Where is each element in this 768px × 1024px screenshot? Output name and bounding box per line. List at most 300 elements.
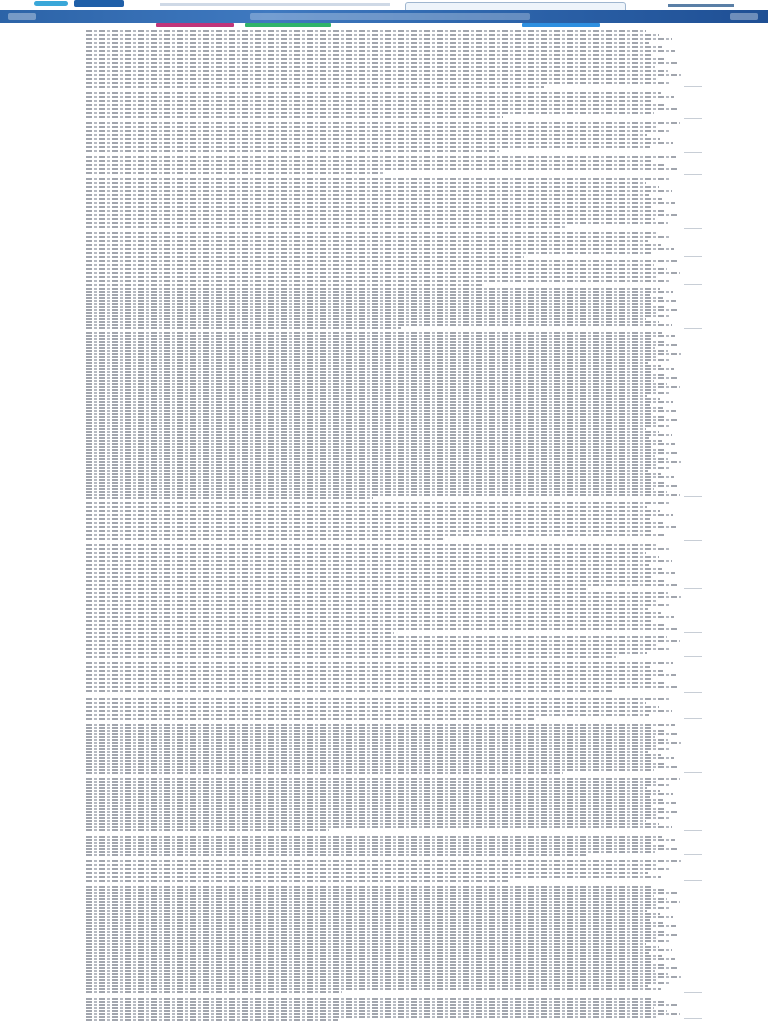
tab-green[interactable]	[245, 23, 331, 27]
text-line	[86, 38, 672, 40]
text-line	[86, 748, 671, 750]
text-line	[86, 808, 666, 810]
text-line	[86, 116, 503, 118]
text-line	[86, 288, 660, 290]
text-line	[86, 727, 652, 729]
text-line	[86, 368, 674, 370]
text-line	[86, 979, 658, 981]
text-line	[86, 718, 534, 720]
text-line	[86, 198, 662, 200]
text-line	[86, 584, 678, 586]
text-line	[86, 620, 651, 622]
text-line	[86, 817, 669, 819]
text-line	[86, 422, 656, 424]
text-line	[86, 218, 655, 220]
text-line	[86, 419, 679, 421]
text-line	[86, 280, 670, 282]
margin-mark	[684, 284, 702, 285]
text-line	[86, 467, 671, 469]
text-line	[86, 34, 659, 36]
text-line	[86, 682, 666, 684]
text-line	[86, 506, 647, 508]
text-line	[86, 820, 646, 822]
text-line	[86, 733, 678, 735]
text-line	[86, 690, 612, 692]
margin-mark	[684, 880, 702, 881]
text-line	[86, 306, 666, 308]
text-line	[86, 730, 665, 732]
text-line	[86, 934, 679, 936]
text-line	[86, 604, 671, 606]
text-line	[86, 300, 676, 302]
text-line	[86, 284, 483, 286]
text-line	[86, 860, 681, 862]
text-line	[86, 1010, 667, 1012]
text-line	[86, 982, 671, 984]
text-line	[86, 488, 654, 490]
text-line	[86, 54, 652, 56]
text-line	[86, 341, 665, 343]
margin-notes	[684, 30, 708, 1020]
text-line	[86, 548, 669, 550]
text-line	[86, 534, 666, 536]
menu-icon[interactable]	[730, 13, 758, 20]
text-line	[86, 922, 663, 924]
text-line	[86, 898, 667, 900]
text-line	[86, 811, 679, 813]
text-line	[86, 256, 524, 258]
text-line	[86, 359, 671, 361]
text-line	[86, 781, 657, 783]
text-line	[86, 82, 671, 84]
text-line	[86, 580, 665, 582]
text-line	[86, 122, 680, 124]
text-line	[86, 910, 647, 912]
text-line	[86, 608, 648, 610]
text-line	[86, 628, 677, 630]
text-line	[86, 240, 648, 242]
text-line	[86, 952, 649, 954]
text-line	[86, 919, 650, 921]
text-line	[86, 244, 661, 246]
text-line	[86, 365, 661, 367]
text-line	[86, 702, 646, 704]
text-line	[86, 1013, 680, 1015]
text-line	[86, 168, 679, 170]
text-line	[86, 588, 587, 590]
text-line	[86, 443, 675, 445]
text-line	[86, 1016, 657, 1018]
top-link[interactable]	[668, 4, 734, 7]
text-line	[86, 624, 664, 626]
text-line	[86, 648, 670, 650]
text-line	[86, 332, 662, 334]
text-line	[86, 644, 657, 646]
text-line	[86, 851, 655, 853]
tab-blue[interactable]	[522, 23, 600, 27]
text-line	[86, 156, 676, 158]
margin-mark	[684, 992, 702, 993]
text-line	[86, 344, 678, 346]
text-line	[86, 925, 676, 927]
text-line	[86, 134, 647, 136]
logo-mark	[34, 1, 68, 6]
text-line	[86, 949, 672, 951]
text-line	[86, 876, 661, 878]
text-line	[86, 398, 660, 400]
tab-bar	[0, 23, 768, 29]
margin-mark	[684, 692, 702, 693]
text-line	[86, 1001, 664, 1003]
text-line	[86, 518, 650, 520]
text-line	[86, 946, 659, 948]
text-line	[86, 560, 672, 562]
text-line	[86, 739, 668, 741]
text-line	[86, 112, 654, 114]
text-line	[86, 324, 672, 326]
text-line	[86, 252, 651, 254]
margin-mark	[684, 656, 702, 657]
margin-mark	[684, 830, 702, 831]
text-line	[86, 178, 669, 180]
text-line	[86, 276, 657, 278]
text-line	[86, 321, 659, 323]
text-line	[86, 556, 659, 558]
text-line	[86, 222, 668, 224]
text-line	[86, 130, 670, 132]
text-line	[86, 491, 667, 493]
margin-mark	[684, 174, 702, 175]
text-line	[86, 92, 661, 94]
text-line	[86, 353, 681, 355]
text-line	[86, 886, 651, 888]
text-line	[86, 793, 673, 795]
text-line	[86, 236, 671, 238]
text-line	[86, 461, 681, 463]
text-line	[86, 416, 666, 418]
text-line	[86, 350, 668, 352]
text-line	[86, 991, 342, 993]
text-line	[86, 955, 662, 957]
text-line	[86, 100, 651, 102]
text-line	[86, 538, 443, 540]
margin-mark	[684, 854, 702, 855]
text-line	[86, 449, 665, 451]
text-line	[86, 943, 646, 945]
text-line	[86, 552, 646, 554]
text-line	[86, 327, 401, 329]
text-line	[86, 916, 673, 918]
margin-mark	[684, 256, 702, 257]
text-line	[86, 214, 678, 216]
text-line	[86, 190, 672, 192]
text-line	[86, 632, 394, 634]
text-line	[86, 973, 668, 975]
text-line	[86, 446, 652, 448]
text-line	[86, 766, 677, 768]
tab-pink[interactable]	[156, 23, 234, 27]
text-line	[86, 202, 675, 204]
text-line	[86, 652, 647, 654]
text-line	[86, 386, 680, 388]
text-line	[86, 268, 667, 270]
text-line	[86, 839, 675, 841]
text-line	[86, 745, 658, 747]
text-line	[86, 338, 652, 340]
text-line	[86, 470, 648, 472]
text-line	[86, 425, 669, 427]
text-line	[86, 312, 656, 314]
text-line	[86, 74, 681, 76]
text-line	[86, 389, 657, 391]
text-line	[86, 636, 667, 638]
text-line	[86, 78, 658, 80]
text-line	[86, 434, 672, 436]
text-line	[86, 802, 676, 804]
text-line	[86, 967, 678, 969]
text-line	[86, 395, 647, 397]
text-line	[86, 164, 666, 166]
text-line	[86, 264, 654, 266]
text-line	[86, 437, 649, 439]
text-line	[86, 998, 651, 1000]
text-line	[86, 297, 663, 299]
text-line	[86, 895, 654, 897]
text-line	[86, 502, 670, 504]
text-line	[86, 616, 674, 618]
text-line	[86, 848, 678, 850]
text-line	[86, 787, 647, 789]
text-line	[86, 172, 384, 174]
text-line	[86, 452, 678, 454]
text-line	[86, 42, 649, 44]
text-line	[86, 769, 654, 771]
text-line	[86, 988, 661, 990]
margin-mark	[684, 228, 702, 229]
text-line	[86, 568, 662, 570]
text-line	[86, 458, 668, 460]
logo-wordmark	[74, 0, 124, 7]
text-line	[86, 889, 664, 891]
text-line	[86, 1004, 677, 1006]
text-line	[86, 751, 648, 753]
text-line	[86, 108, 677, 110]
text-line	[86, 315, 669, 317]
text-line	[86, 913, 660, 915]
text-line	[86, 476, 674, 478]
margin-mark	[684, 718, 702, 719]
margin-mark	[684, 540, 702, 541]
text-line	[86, 146, 650, 148]
text-line	[86, 210, 665, 212]
margin-mark	[684, 772, 702, 773]
text-line	[86, 410, 676, 412]
text-line	[86, 790, 660, 792]
text-line	[86, 829, 329, 831]
text-line	[86, 291, 673, 293]
text-line	[86, 377, 677, 379]
text-line	[86, 674, 676, 676]
text-line	[86, 868, 671, 870]
text-line	[86, 937, 656, 939]
text-line	[86, 522, 663, 524]
text-line	[86, 940, 669, 942]
text-line	[86, 440, 662, 442]
text-line	[86, 30, 646, 32]
text-line	[86, 413, 653, 415]
text-line	[86, 294, 650, 296]
text-line	[86, 666, 650, 668]
text-line	[86, 678, 653, 680]
text-line	[86, 976, 681, 978]
text-line	[86, 318, 646, 320]
text-line	[86, 763, 664, 765]
text-line	[86, 186, 659, 188]
text-line	[86, 742, 681, 744]
text-line	[86, 686, 679, 688]
text-line	[86, 347, 655, 349]
margin-mark	[684, 1018, 702, 1019]
text-line	[86, 380, 654, 382]
document-body	[86, 30, 682, 1020]
text-line	[86, 260, 677, 262]
text-line	[86, 656, 616, 658]
text-line	[86, 880, 510, 882]
text-line	[86, 58, 665, 60]
text-line	[86, 796, 650, 798]
margin-mark	[684, 328, 702, 329]
text-line	[86, 70, 668, 72]
text-line	[86, 799, 663, 801]
text-line	[86, 572, 675, 574]
margin-mark	[684, 86, 702, 87]
text-line	[86, 401, 673, 403]
text-line	[86, 50, 675, 52]
text-line	[86, 309, 679, 311]
text-line	[86, 464, 658, 466]
text-line	[86, 404, 650, 406]
site-logo[interactable]	[34, 0, 124, 8]
text-line	[86, 206, 652, 208]
header-banner	[0, 10, 768, 23]
text-line	[86, 964, 665, 966]
text-line	[86, 303, 653, 305]
text-line	[86, 232, 658, 234]
text-line	[86, 272, 680, 274]
text-line	[86, 510, 660, 512]
text-line	[86, 805, 653, 807]
text-line	[86, 392, 670, 394]
text-line	[86, 670, 663, 672]
text-line	[86, 736, 655, 738]
text-line	[86, 826, 672, 828]
text-line	[86, 182, 646, 184]
banner-title	[250, 13, 530, 20]
text-line	[86, 96, 674, 98]
text-line	[86, 845, 665, 847]
text-line	[86, 544, 656, 546]
text-line	[86, 383, 667, 385]
text-line	[86, 961, 652, 963]
text-line	[86, 371, 651, 373]
text-line	[86, 760, 651, 762]
text-line	[86, 1019, 338, 1021]
text-line	[86, 706, 659, 708]
text-line	[86, 814, 656, 816]
text-line	[86, 854, 588, 856]
text-line	[86, 428, 646, 430]
text-line	[86, 958, 675, 960]
text-line	[86, 892, 677, 894]
text-line	[86, 497, 373, 499]
text-line	[86, 226, 565, 228]
text-line	[86, 160, 653, 162]
text-line	[86, 754, 661, 756]
text-line	[86, 335, 675, 337]
text-line	[86, 836, 662, 838]
text-line	[86, 126, 657, 128]
text-line	[86, 473, 661, 475]
text-line	[86, 431, 659, 433]
text-line	[86, 150, 499, 152]
text-line	[86, 248, 674, 250]
text-line	[86, 482, 664, 484]
text-line	[86, 842, 652, 844]
text-line	[86, 564, 649, 566]
text-line	[86, 872, 648, 874]
text-line	[86, 662, 673, 664]
text-line	[86, 46, 662, 48]
text-line	[86, 62, 678, 64]
margin-mark	[684, 632, 702, 633]
text-line	[86, 757, 674, 759]
text-line	[86, 362, 648, 364]
text-line	[86, 142, 673, 144]
text-line	[86, 640, 680, 642]
text-line	[86, 530, 653, 532]
margin-mark	[684, 152, 702, 153]
text-line	[86, 714, 649, 716]
text-line	[86, 931, 666, 933]
text-line	[86, 864, 658, 866]
text-line	[86, 778, 680, 780]
text-line	[86, 407, 663, 409]
text-line	[86, 356, 658, 358]
text-line	[86, 494, 680, 496]
text-line	[86, 576, 652, 578]
text-line	[86, 710, 672, 712]
text-line	[86, 514, 673, 516]
text-line	[86, 724, 675, 726]
text-line	[86, 526, 676, 528]
text-line	[86, 600, 658, 602]
text-line	[86, 455, 655, 457]
margin-mark	[684, 588, 702, 589]
menu-icon[interactable]	[8, 13, 36, 20]
text-line	[86, 374, 664, 376]
text-line	[86, 138, 660, 140]
text-line	[86, 901, 680, 903]
text-line	[86, 784, 670, 786]
text-line	[86, 985, 648, 987]
margin-mark	[684, 118, 702, 119]
text-line	[86, 592, 668, 594]
text-line	[86, 1007, 654, 1009]
text-line	[86, 823, 659, 825]
text-line	[86, 485, 677, 487]
top-strip	[0, 0, 768, 10]
text-line	[86, 66, 655, 68]
